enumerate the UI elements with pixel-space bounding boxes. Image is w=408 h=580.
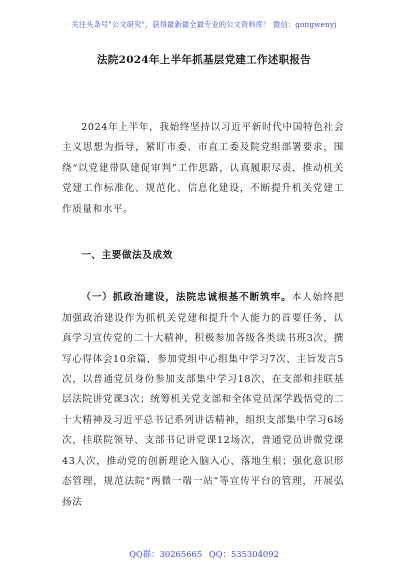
section-paragraph [62,288,344,512]
subsection-text: 本人始终把加强政治建设作为抓机关党建和提升个人能力的首要任务，认真学习宣传党的二十大精神，积极参加各级各类读书班3次，撰写心得体会10余篇，参加党组中心组集中学习7次、主旨发言5次，以普通党员身份参加支部集中学习18次，在支部和挂联基层法院讲党课3次；统筹机关党支部和全体党员深学践悟党的二十大精神及习近平总书记系列讲话精神，组织支部集中学习6场次，挂联院领导、支部书记讲党课12场次，普通党员讲微党课43人次，推动党的创新理论入脑入心、落地生根；强化意识形态管理，规范法院“两微一端一站”等宣传平台的管理，开展弘扬法 [62,292,344,508]
subsection-heading: （一）抓政治建设，法院忠诚根基不断筑牢。 [81,292,292,304]
section-heading: 一、主要做法及成效 [81,250,173,262]
intro-paragraph: 2024年上半年，我始终坚持以习近平新时代中国特色社会主义思想为指导，紧盯市委、市直工委及院党组部署要求，围绕“以党建带队建促审判”工作思路，认真履职尽责，推动机关党建工作标准化、规范化、信息化建设，不断提升机关党建工作质量和水平。 [62,122,344,215]
footer-contact [0,548,408,560]
document-body [62,118,344,513]
qq-group-label: QQ群：30265665 [129,549,203,559]
header-banner: 关注头条号"公文研究"，获得最新最全最专业的公文资料库！ 微信：gongwenyj [71,20,337,29]
qq-label: QQ：535304092 [208,549,279,559]
document-title: 法院2024年上半年抓基层党建工作述职报告 [96,54,312,66]
